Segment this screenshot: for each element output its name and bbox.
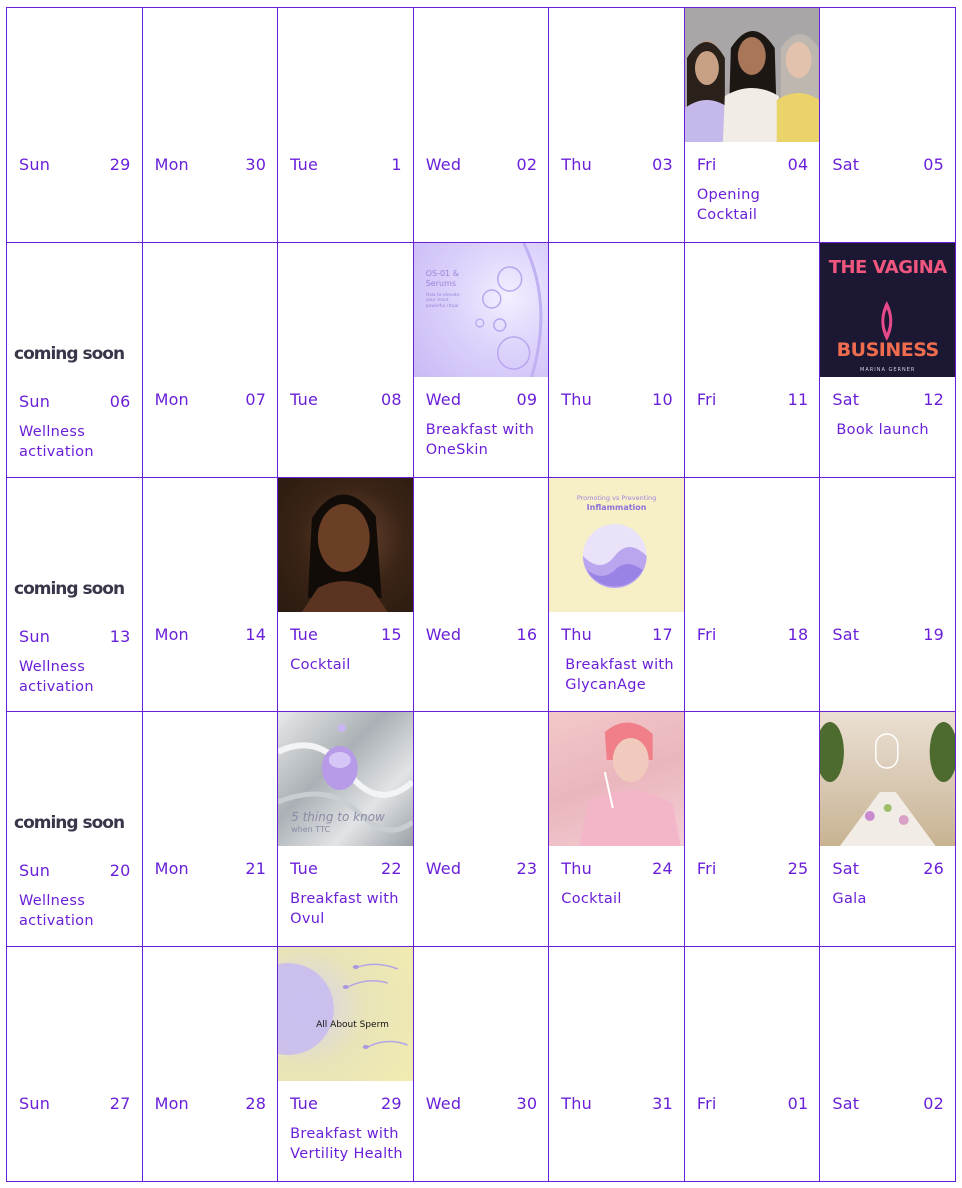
event-image-silk-device[interactable] [278, 712, 413, 846]
calendar-day-cell[interactable] [685, 947, 821, 1182]
date-number: 16 [516, 624, 538, 644]
calendar-day-cell[interactable] [685, 478, 821, 713]
weekday-label: Tue [290, 624, 319, 644]
image-caption-line1: 5 thing to know [291, 810, 385, 825]
calendar-day-cell[interactable] [820, 243, 956, 478]
date-number: 11 [787, 389, 809, 409]
date-number: 31 [652, 1094, 673, 1114]
date-number: 1 [391, 155, 402, 174]
coming-soon-label: coming soon [14, 813, 125, 834]
weekday-label: Mon [154, 624, 189, 644]
weekday-label: Wed [425, 859, 462, 879]
weekday-label: Mon [154, 859, 189, 879]
event-title[interactable]: Wellness activation [19, 893, 94, 930]
weekday-label: Fri [696, 624, 717, 644]
calendar-day-cell[interactable] [278, 712, 414, 947]
date-number: 19 [923, 624, 944, 644]
event-title[interactable]: Wellness activation [19, 658, 94, 695]
event-title[interactable]: Breakfast with GlycanAge [565, 656, 674, 693]
calendar-day-cell[interactable] [7, 947, 143, 1182]
calendar-day-cell[interactable] [143, 947, 279, 1182]
date-number: 07 [245, 389, 267, 409]
weekday-label: Thu [561, 859, 592, 879]
weekday-label: Tue [290, 1094, 319, 1114]
event-title[interactable]: Gala [832, 891, 867, 908]
date-number: 14 [245, 624, 267, 644]
book-title-bottom: BUSINESS [836, 338, 939, 361]
event-image-portrait[interactable] [278, 478, 413, 612]
date-number: 08 [380, 389, 402, 409]
weekday-label: Fri [696, 389, 717, 409]
image-caption-subtitle: How to elevate your most powerful ritual [425, 292, 460, 309]
date-number: 29 [109, 155, 131, 174]
event-image-book-cover[interactable] [820, 243, 955, 377]
date-number: 22 [380, 859, 402, 879]
event-image-pink-portrait[interactable] [549, 712, 684, 846]
weekday-label: Sat [832, 1094, 860, 1114]
date-number: 24 [652, 859, 673, 879]
calendar-day-cell[interactable] [278, 243, 414, 478]
date-number: 12 [923, 389, 944, 409]
weekday-label: Wed [425, 1094, 462, 1114]
event-image-sperm[interactable] [278, 947, 413, 1081]
calendar-day-cell[interactable] [143, 243, 279, 478]
weekday-label: Thu [561, 1094, 592, 1114]
calendar-day-cell[interactable] [7, 8, 143, 243]
weekday-label: Sun [19, 155, 51, 174]
weekday-label: Wed [425, 624, 462, 644]
date-number: 05 [923, 155, 944, 174]
date-number: 09 [516, 389, 538, 409]
date-number: 06 [109, 391, 131, 411]
weekday-label: Mon [154, 155, 189, 174]
calendar-day-cell[interactable] [278, 947, 414, 1182]
weekday-label: Tue [290, 859, 319, 879]
calendar-day-cell[interactable] [549, 478, 685, 713]
event-title[interactable]: Book launch [836, 421, 929, 438]
calendar-day-cell[interactable] [143, 712, 279, 947]
date-number: 13 [109, 626, 131, 646]
calendar-day-cell[interactable] [820, 8, 956, 243]
calendar-day-cell[interactable] [278, 478, 414, 713]
date-number: 03 [652, 155, 673, 174]
date-number: 30 [516, 1094, 538, 1114]
date-number: 02 [923, 1094, 944, 1114]
calendar-day-cell[interactable] [414, 8, 550, 243]
calendar-day-cell[interactable] [414, 947, 550, 1182]
weekday-label: Sat [832, 624, 860, 644]
weekday-label: Sun [19, 391, 51, 411]
calendar-day-cell[interactable] [685, 8, 821, 243]
event-title[interactable]: Wellness activation [19, 423, 94, 460]
weekday-label: Fri [696, 859, 717, 879]
weekday-label: Wed [425, 155, 462, 174]
weekday-label: Sun [19, 861, 51, 881]
book-title-top: THE VAGINA [828, 256, 947, 278]
date-number: 02 [516, 155, 538, 174]
weekday-label: Wed [425, 389, 462, 409]
date-number: 25 [787, 859, 809, 879]
calendar-day-cell[interactable] [7, 712, 143, 947]
date-number: 17 [652, 624, 673, 644]
date-number: 21 [245, 859, 267, 879]
calendar-day-cell[interactable] [685, 712, 821, 947]
weekday-label: Thu [561, 624, 592, 644]
event-title[interactable]: Cocktail [290, 656, 351, 673]
coming-soon-label: coming soon [14, 343, 125, 364]
calendar-day-cell[interactable] [549, 947, 685, 1182]
weekday-label: Sat [832, 155, 860, 174]
event-image-serum[interactable] [414, 243, 549, 377]
image-caption-line1: All About Sperm [316, 1020, 389, 1031]
calendar-day-cell[interactable] [143, 478, 279, 713]
image-caption-title: OS-01 & Serums [425, 268, 459, 288]
weekday-label: Thu [561, 389, 592, 409]
image-caption-line2: when TTC [291, 825, 331, 835]
date-number: 10 [652, 389, 673, 409]
calendar-day-cell[interactable] [414, 478, 550, 713]
weekday-label: Mon [154, 389, 189, 409]
calendar-day-cell[interactable] [820, 947, 956, 1182]
event-image-gala-venue[interactable] [820, 712, 955, 846]
calendar-day-cell[interactable] [685, 243, 821, 478]
image-caption-line1: Promoting vs Preventing [576, 493, 657, 502]
calendar-day-cell[interactable] [143, 8, 279, 243]
calendar-day-cell[interactable] [7, 243, 143, 478]
date-number: 20 [109, 861, 131, 881]
weekday-label: Sat [832, 389, 860, 409]
weekday-label: Sun [19, 1094, 51, 1114]
book-author: MARINA GERNER [860, 366, 916, 373]
event-title[interactable]: Breakfast with Ovul [290, 891, 399, 928]
event-title[interactable]: Opening Cocktail [696, 187, 761, 223]
calendar-day-cell[interactable] [7, 478, 143, 713]
date-number: 26 [923, 859, 944, 879]
event-title[interactable]: Cocktail [561, 891, 622, 908]
weekday-label: Sun [19, 626, 51, 646]
event-calendar [6, 7, 956, 1182]
calendar-day-cell[interactable] [549, 712, 685, 947]
date-number: 27 [109, 1094, 131, 1114]
event-image-inflammation[interactable] [549, 478, 684, 612]
weekday-label: Sat [832, 859, 860, 879]
calendar-day-cell[interactable] [820, 712, 956, 947]
image-caption-line2: Inflammation [586, 502, 647, 512]
weekday-label: Thu [561, 155, 592, 174]
calendar-day-cell[interactable] [414, 243, 550, 478]
event-title[interactable]: Breakfast with OneSkin [425, 421, 535, 458]
date-number: 15 [380, 624, 402, 644]
date-number: 29 [380, 1094, 402, 1114]
weekday-label: Fri [696, 1094, 717, 1114]
calendar-day-cell[interactable] [820, 478, 956, 713]
coming-soon-label: coming soon [14, 578, 125, 599]
event-title[interactable]: Breakfast with Vertility Health [290, 1126, 403, 1163]
date-number: 23 [516, 859, 538, 879]
date-number: 01 [787, 1094, 809, 1114]
date-number: 28 [245, 1094, 267, 1114]
calendar-day-cell[interactable] [549, 243, 685, 478]
calendar-day-cell[interactable] [414, 712, 550, 947]
calendar-day-cell[interactable] [549, 8, 685, 243]
date-number: 30 [245, 155, 267, 174]
date-number: 04 [787, 155, 809, 174]
weekday-label: Tue [290, 389, 319, 409]
event-image-group-portrait[interactable] [685, 8, 820, 142]
date-number: 18 [787, 624, 809, 644]
weekday-label: Tue [290, 155, 319, 174]
weekday-label: Fri [696, 155, 717, 174]
calendar-day-cell[interactable] [278, 8, 414, 243]
weekday-label: Mon [154, 1094, 189, 1114]
